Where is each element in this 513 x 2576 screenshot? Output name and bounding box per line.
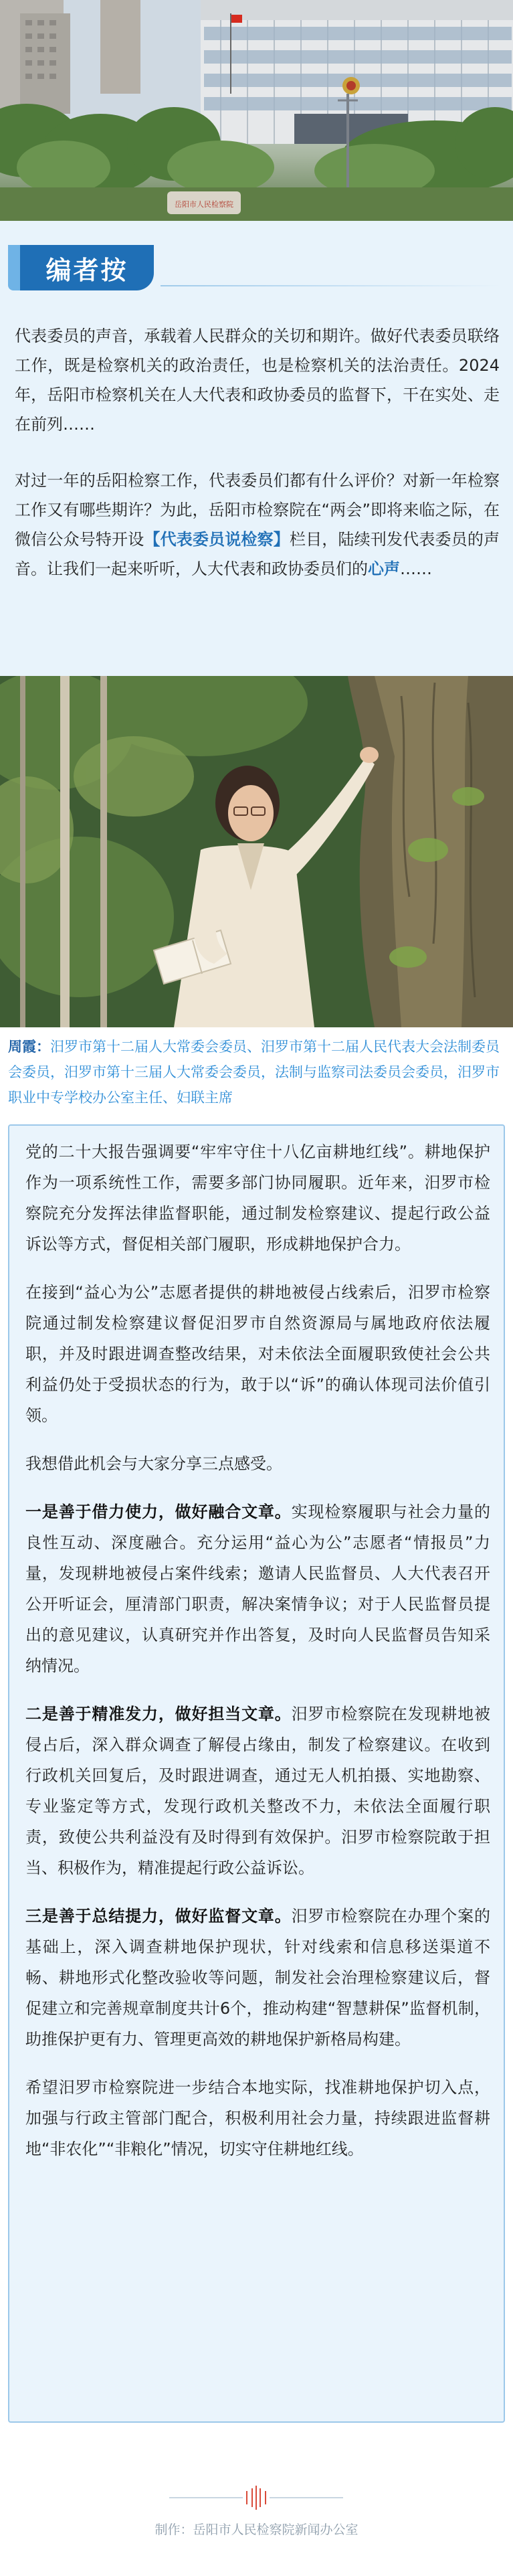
deputy-portrait-photo [0, 676, 513, 1027]
footer-ornament [169, 2484, 343, 2511]
point-two-heading: 二是善于精准发力，做好担当文章。 [25, 1705, 292, 1723]
article-paragraph-6 [25, 1901, 490, 2055]
article-body [25, 1136, 490, 2164]
footer-credit: 制作：岳阳市人民检察院新闻办公室 [155, 2522, 358, 2537]
procuratorate-building-photo [0, 0, 513, 221]
editor-note-paragraph-2-middle: 栏目，陆续刊发代表委员的声音。让我们一起来听听，人大代表和政协委员们的 [15, 530, 500, 578]
point-one-heading: 一是善于借力使力，做好融合文章。 [25, 1502, 292, 1521]
voices-highlight: 心声 [368, 560, 400, 578]
caption-name: 周霞： [8, 1039, 50, 1055]
article-frame [8, 1124, 505, 2423]
point-one-body: 实现检察履职与社会力量的良性互动、深度融合。充分运用“益心为公”志愿者“情报员”力量，发现耕地被侵占案件线索；邀请人民监督员、人大代表召开公开听证会，厘清部门职责，解决案情争议；对于人民监督员提出的意见建议，认真研究并作出答复，及时向人民监督员告知采纳情况。 [25, 1502, 491, 1675]
editor-note-tab-accent [8, 245, 20, 290]
editor-note-divider [161, 285, 502, 286]
article-paragraph-5 [25, 1699, 490, 1883]
editor-note-title: 编者按 [45, 255, 128, 285]
caption-text: 汨罗市第十二届人大常委会委员、汨罗市第十二届人民代表大会法制委员会委员，汨罗市第十三届人大常委会委员，法制与监察司法委员会委员，汨罗市职业中专学校办公室主任、妇联主席 [8, 1039, 500, 1106]
editor-note-body [15, 321, 500, 584]
point-three-heading: 三是善于总结提力，做好监督文章。 [25, 1907, 292, 1925]
point-two-body: 汨罗市检察院在发现耕地被侵占后，深入群众调查了解侵占缘由，制发了检察建议。在收到行政机关回复后，及时跟进调查，通过无人机拍摄、实地勘察、专业鉴定等方式，发现行政机关整改不力，未依法全面履行职责，致使公共利益没有及时得到有效保护。汨罗市检察院敢于担当、积极作为，精准提起行政公益诉讼。 [25, 1705, 491, 1877]
building-sign: 岳阳市人民检察院 [175, 200, 233, 209]
article-paragraph-3: 我想借此机会与大家分享三点感受。 [25, 1454, 282, 1473]
editor-note-paragraph-2-start: 对过一年的岳阳检察工作，代表委员们都有什么评价？对新一年检察工作又有哪些期许？为此，岳阳市检察院在“两会”即将来临之际，在微信公众号特开设 [15, 471, 500, 549]
editor-note-paragraph-2 [15, 466, 500, 584]
article-paragraph-1: 党的二十大报告强调要“牢牢守住十八亿亩耕地红线”。耕地保护作为一项系统性工作，需要多部门协同履职。近年来，汨罗市检察院充分发挥法律监督职能，通过制发检察建议、提起行政公益诉讼等方式，督促相关部门履职，形成耕地保护合力。 [25, 1142, 490, 1254]
article-paragraph-4 [25, 1496, 490, 1681]
article-paragraph-7: 希望汨罗市检察院进一步结合本地实际，找准耕地保护切入点，加强与行政主管部门配合，积极利用社会力量，持续跟进监督耕地“非农化”“非粮化”情况，切实守住耕地红线。 [25, 2078, 490, 2158]
editor-note-paragraph-1: 代表委员的声音，承载着人民群众的关切和期许。做好代表委员联络工作，既是检察机关的政治责任，也是检察机关的法治责任。2024年，岳阳市检察机关在人大代表和政协委员的监督下，干在实处、走在前列…… [15, 327, 500, 434]
editor-note-panel [0, 221, 513, 676]
editor-note-paragraph-2-end: …… [400, 560, 432, 578]
editor-note-tab [20, 245, 154, 290]
column-name-highlight: 【代表委员说检察】 [144, 530, 290, 549]
point-three-body: 汨罗市检察院在办理个案的基础上，深入调查耕地保护现状，针对线索和信息移送渠道不畅、耕地形式化整改验收等问题，制发社会治理检察建议后，督促建立和完善规章制度共计6个，推动构建“智慧耕保”监督机制，助推保护更有力、管理更高效的耕地保护新格局构建。 [25, 1907, 491, 2049]
portrait-caption [0, 1027, 513, 1114]
article-paragraph-2: 在接到“益心为公”志愿者提供的耕地被侵占线索后，汨罗市检察院通过制发检察建议督促汨罗市自然资源局与属地政府依法履职，并及时跟进调查整改结果，对未依法全面履职致使社会公共利益仍处于受损状态的行为，敢于以“诉”的确认体现司法价值引领。 [25, 1283, 490, 1425]
